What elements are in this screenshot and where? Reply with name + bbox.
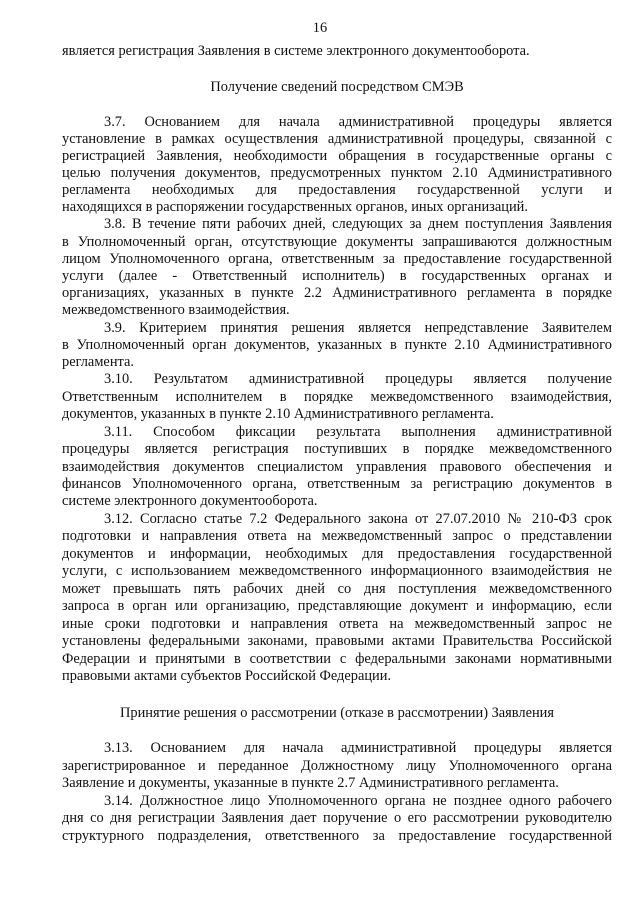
text-line: подготовки и направления ответа на межведомственный запрос о представлении xyxy=(62,528,612,544)
text-line: услуги, с использованием межведомственного информационного взаимодействия не xyxy=(62,563,612,579)
text-line: организациях, указанных в пункте 2.2 Административного регламента в порядке xyxy=(62,285,612,301)
text-line: Федерации и принятыми в соответствии с федеральными законами нормативными xyxy=(62,651,612,667)
text-line: финансов Уполномоченного органа, ответственным за регистрацию документов в xyxy=(62,476,612,492)
text-line: Ответственным исполнителем в порядке межведомственного взаимодействия, xyxy=(62,389,612,405)
page-number: 16 xyxy=(312,20,328,36)
text-line: 3.11. Способом фиксации результата выполнения административной xyxy=(104,424,612,440)
text-line: 3.13. Основанием для начала административной процедуры является xyxy=(104,740,612,756)
text-line: документов и информации, необходимых для предоставления государственной xyxy=(62,546,612,562)
text-line: находящихся в распоряжении государственных органов, иных организаций. xyxy=(62,199,528,215)
text-line: установлены федеральными законами, правовыми актами Правительства Российской xyxy=(62,633,612,649)
text-line: иные сроки подготовки и направления ответа на межведомственный запрос не xyxy=(62,616,612,632)
text-line: 3.10. Результатом административной процедуры является получение xyxy=(104,371,612,387)
text-line: правовыми актами субъектов Российской Федерации. xyxy=(62,668,392,684)
text-line: в Уполномоченный орган документов, указанных в пункте 2.10 Административного xyxy=(62,337,612,353)
section-heading: Принятие решения о рассмотрении (отказе в рассмотрении) Заявления xyxy=(120,705,554,721)
text-line: регистрацией Заявления, необходимости обращения в государственные органы с xyxy=(62,148,612,164)
text-line: услуги (далее - Ответственный исполнитель) в государственных органах и xyxy=(62,268,612,284)
text-line: в Уполномоченный орган, отсутствующие документы запрашиваются должностным xyxy=(62,234,612,250)
text-line: регламента необходимых для предоставления государственной услуги и xyxy=(62,182,612,198)
text-line: 3.7. Основанием для начала административной процедуры является xyxy=(104,114,612,130)
text-line: зарегистрированное и переданное Должностному лицу Уполномоченного органа xyxy=(62,758,612,774)
text-line: 3.14. Должностное лицо Уполномоченного органа не позднее одного рабочего xyxy=(104,793,612,809)
text-line: установление в рамках осуществления административной процедуры, связанной с xyxy=(62,131,612,147)
text-line: запроса в орган или организацию, представляющие документ и информацию, если xyxy=(62,598,612,614)
text-line: взаимодействия документов специалистом управления правового обеспечения и xyxy=(62,459,612,475)
text-line: системе электронного документооборота. xyxy=(62,493,318,509)
section-heading: Получение сведений посредством СМЭВ xyxy=(210,79,464,95)
text-line: процедуры является регистрация поступивших в порядке межведомственного xyxy=(62,441,612,457)
text-line: структурного подразделения, ответственного за предоставление государственной xyxy=(62,828,612,844)
text-line: может превышать пять рабочих дней со дня поступления межведомственного xyxy=(62,581,612,597)
text-line: 3.8. В течение пяти рабочих дней, следующих за днем поступления Заявления xyxy=(104,216,612,232)
text-line: целью получения документов, предусмотренных пунктом 2.10 Административного xyxy=(62,165,612,181)
text-line: 3.9. Критерием принятия решения является непредставление Заявителем xyxy=(104,320,612,336)
text-line: 3.12. Согласно статье 7.2 Федерального закона от 27.07.2010 № 210-ФЗ срок xyxy=(104,511,612,527)
text-line: Заявление и документы, указанные в пункте 2.7 Административного регламента. xyxy=(62,775,559,791)
text-line: межведомственного взаимодействия. xyxy=(62,302,290,318)
text-line: дня со дня регистрации Заявления дает поручение о его рассмотрении руководителю xyxy=(62,810,612,826)
text-line: лицом Уполномоченного органа, ответственным за предоставление государственной xyxy=(62,251,612,267)
text-line: документов, указанных в пункте 2.10 Административного регламента. xyxy=(62,406,494,422)
text-line: является регистрация Заявления в системе электронного документооборота. xyxy=(62,43,530,59)
text-line: регламента. xyxy=(62,354,134,370)
